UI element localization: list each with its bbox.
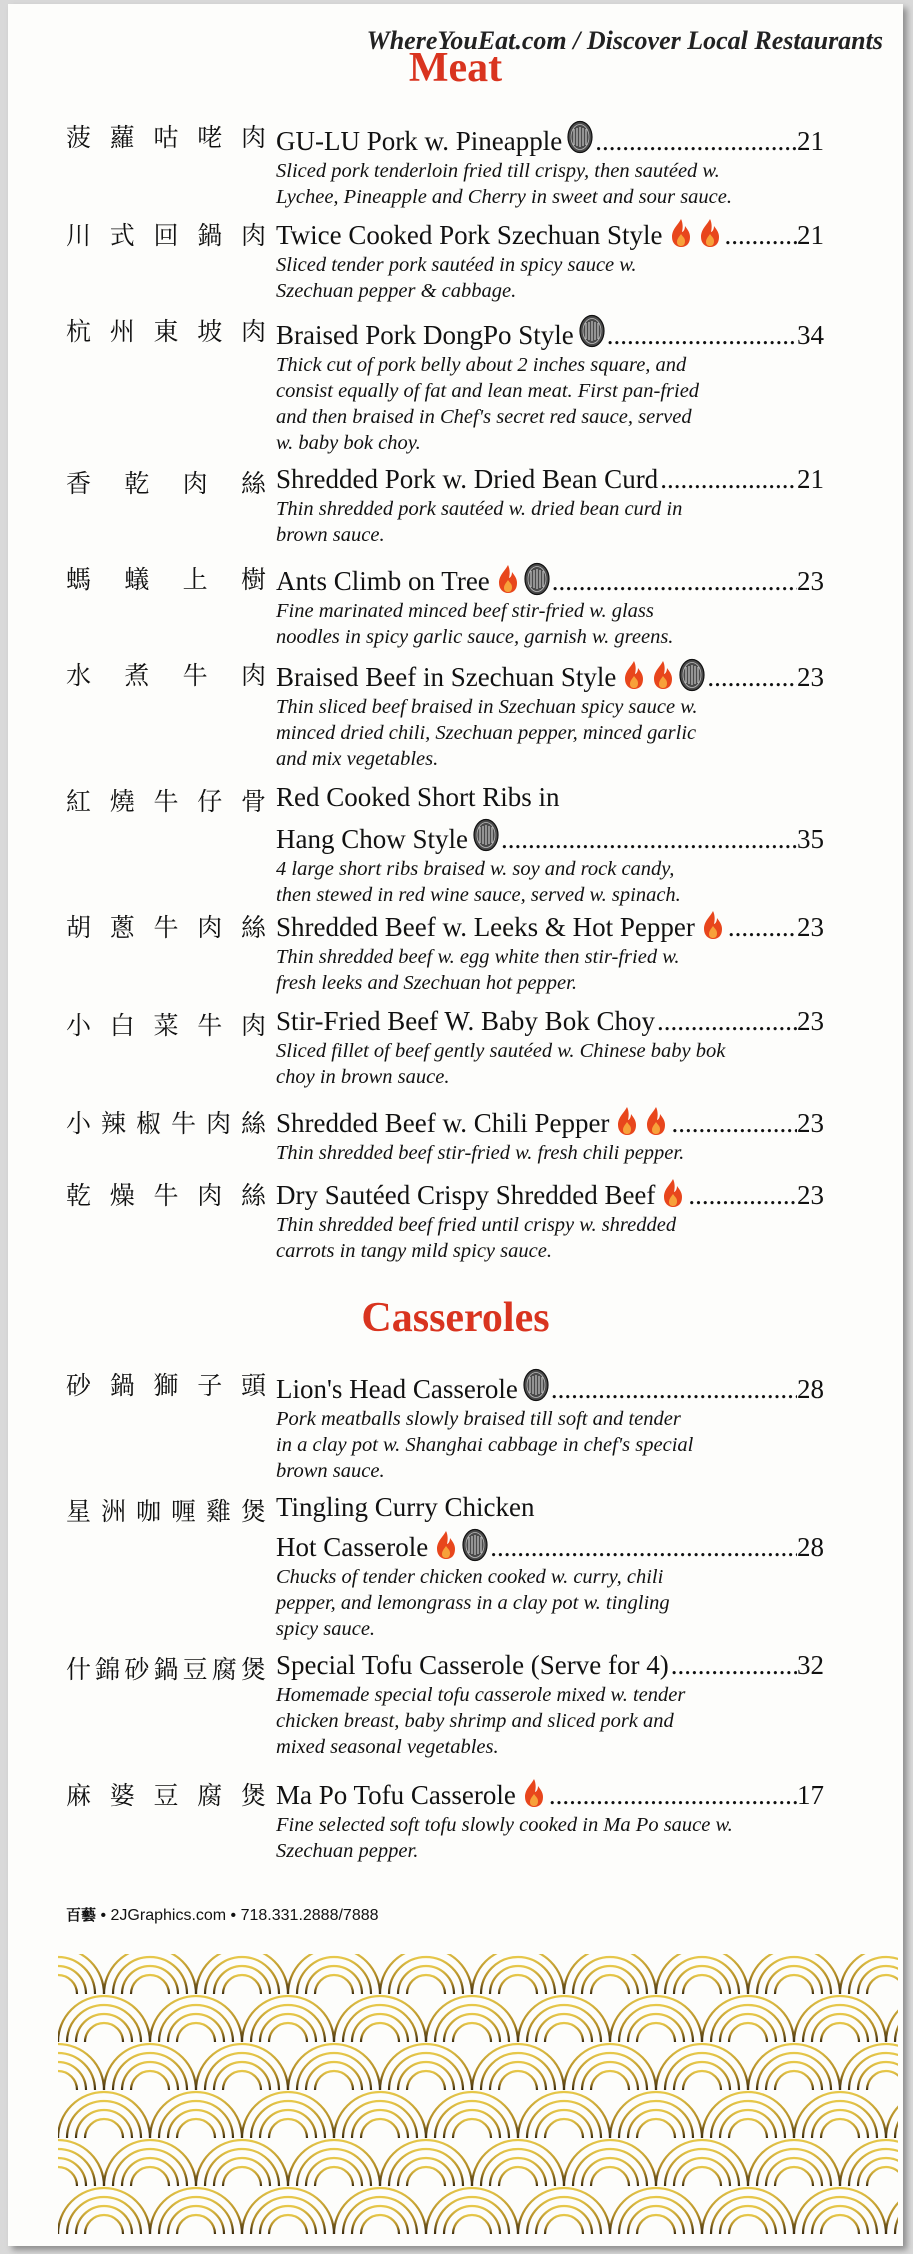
description-line: then stewed in red wine sauce, served w. spinach. — [276, 884, 681, 906]
dish-price: 21 — [797, 464, 824, 494]
description-line: mixed seasonal vegetables. — [276, 1736, 499, 1758]
description-line: Homemade special tofu casserole mixed w. tender — [276, 1684, 686, 1706]
chili-icon — [521, 1778, 547, 1808]
wave-arc — [380, 2044, 472, 2090]
description-line: Pork meatballs slowly braised till soft and tender — [276, 1408, 681, 1430]
dish-price: 35 — [797, 824, 824, 854]
chili-icon — [643, 1106, 669, 1136]
wave-arc — [104, 2044, 196, 2090]
wave-arc — [242, 1996, 334, 2042]
leader-dots — [657, 1004, 797, 1038]
wave-arc — [85, 2215, 123, 2234]
description-line: noodles in spicy garlic sauce, garnish w. greens. — [276, 626, 674, 648]
wave-arc — [288, 2140, 380, 2186]
wave-arc — [702, 1996, 794, 2042]
chinese-name: 小白菜牛肉 — [66, 1011, 266, 1040]
chili-icon — [621, 660, 647, 690]
english-block — [276, 1774, 824, 1864]
dish-icons — [668, 218, 723, 248]
dish-price: 23 — [797, 1108, 824, 1138]
english-block — [276, 558, 824, 650]
wave-arc — [499, 1975, 537, 1994]
wave-arc — [545, 2023, 583, 2042]
english-block — [276, 462, 824, 548]
dish-name: Shredded Beef w. Leeks & Hot Pepper — [276, 912, 695, 942]
english-block — [276, 1364, 824, 1484]
description-line: Thin shredded pork sautéed w. dried bean curd in — [276, 498, 683, 520]
english-block — [276, 116, 824, 210]
dish-name: Special Tofu Casserole (Serve for 4) — [276, 1650, 669, 1680]
wave-arc — [85, 2119, 123, 2138]
description-line: Fine selected soft tofu slowly cooked in Ma Po sauce w. — [276, 1814, 733, 1836]
dish-icons — [660, 1178, 686, 1208]
description-line: Sliced fillet of beef gently sautéed w. Chinese baby bok — [276, 1040, 726, 1062]
wave-arc — [637, 2119, 675, 2138]
wave-arc — [104, 2140, 196, 2186]
dish-price: 28 — [797, 1374, 824, 1404]
wave-arc — [58, 2071, 77, 2090]
wave-arc — [702, 2092, 794, 2138]
section-title-casseroles: Casseroles — [361, 1295, 550, 1341]
wave-arc — [518, 2188, 610, 2234]
wave-arc — [729, 2119, 767, 2138]
wave-arc — [58, 1996, 150, 2042]
dish-description — [276, 694, 824, 772]
dish-name: GU-LU Pork w. Pineapple — [276, 126, 563, 156]
wave-arc — [426, 1996, 518, 2042]
dish-description — [276, 1406, 824, 1484]
description-line: Fine marinated minced beef stir-fried w. glass — [276, 600, 654, 622]
wave-arc — [334, 2188, 426, 2234]
english-block — [276, 1102, 824, 1166]
dish-description — [276, 856, 824, 908]
description-line: Thin shredded beef stir-fried w. fresh chili pepper. — [276, 1142, 685, 1164]
wave-arc — [334, 1996, 426, 2042]
dish-icons — [473, 818, 499, 852]
wave-arc — [683, 2167, 721, 2186]
dish-price: 17 — [797, 1780, 824, 1810]
wave-arc — [426, 2188, 518, 2234]
wave-arc — [591, 2071, 629, 2090]
description-line: Szechuan pepper & cabbage. — [276, 280, 517, 302]
dish-description — [276, 1212, 824, 1264]
wave-arc — [545, 2215, 583, 2234]
wave-arc — [453, 2119, 491, 2138]
wave-arc — [610, 2092, 702, 2138]
description-line: Sliced pork tenderloin fried till crispy, then sautéed w. — [276, 160, 720, 182]
wave-arc — [453, 2023, 491, 2042]
wave-arc — [794, 2092, 886, 2138]
wave-arc — [131, 2167, 169, 2186]
chili-icon — [697, 218, 723, 248]
wave-arc — [821, 2215, 859, 2234]
dish-name: Shredded Beef w. Chili Pepper — [276, 1108, 610, 1138]
description-line: minced dried chili, Szechuan pepper, minced garlic — [276, 722, 697, 744]
wave-arc — [380, 2140, 472, 2186]
description-line: fresh leeks and Szechuan hot pepper. — [276, 972, 577, 994]
dish-price: 21 — [797, 220, 824, 250]
dish-price: 23 — [797, 1006, 824, 1036]
wave-arc — [177, 2023, 215, 2042]
english-block — [276, 310, 824, 456]
wave-arc — [858, 1966, 898, 1994]
wave-arc — [702, 2188, 794, 2234]
dish-name: Tingling Curry Chicken — [276, 1492, 535, 1522]
wave-arc — [683, 1975, 721, 1994]
dish-price: 23 — [797, 662, 824, 692]
wave-arc — [729, 2215, 767, 2234]
wave-arc — [564, 2140, 656, 2186]
wave-arc — [499, 2071, 537, 2090]
dish-icons — [621, 658, 705, 692]
chinese-name: 香乾肉絲 — [66, 469, 266, 498]
description-line: Szechuan pepper. — [276, 1840, 419, 1862]
wave-arc — [269, 2215, 307, 2234]
pork-icon — [473, 818, 499, 852]
chili-icon — [495, 564, 521, 594]
leader-dots — [552, 564, 797, 598]
wave-arc — [177, 2119, 215, 2138]
wave-arc — [858, 2062, 898, 2090]
dish-description — [276, 252, 824, 304]
chinese-name: 杭州東坡肉 — [66, 317, 266, 346]
dish-name: Shredded Pork w. Dried Bean Curd — [276, 464, 659, 494]
wave-arc — [150, 2188, 242, 2234]
pork-icon — [567, 120, 593, 154]
dish-price: 21 — [797, 126, 824, 156]
wave-arc — [315, 2071, 353, 2090]
description-line: brown sauce. — [276, 1460, 385, 1482]
description-line: w. baby bok choy. — [276, 432, 421, 454]
dish-name: Dry Sautéed Crispy Shredded Beef — [276, 1180, 656, 1210]
wave-arc — [315, 2167, 353, 2186]
dish-description — [276, 1140, 824, 1166]
chili-icon — [668, 218, 694, 248]
pork-icon — [524, 562, 550, 596]
wave-arc — [58, 2044, 104, 2090]
dish-description — [276, 944, 824, 996]
description-line: Thick cut of pork belly about 2 inches square, and — [276, 354, 687, 376]
dish-name: Braised Pork DongPo Style — [276, 320, 574, 350]
chinese-name: 小辣椒牛肉絲 — [66, 1109, 266, 1138]
chili-icon — [660, 1178, 686, 1208]
chili-icon — [650, 660, 676, 690]
wave-arc — [610, 1996, 702, 2042]
dish-name: Stir-Fried Beef W. Baby Bok Choy — [276, 1006, 655, 1036]
description-line: Lychee, Pineapple and Cherry in sweet and sour sauce. — [276, 186, 732, 208]
leader-dots — [551, 1372, 797, 1406]
wave-arc — [150, 2092, 242, 2138]
footer — [66, 1904, 379, 1925]
wave-arc — [223, 1975, 261, 1994]
wave-arc — [775, 2167, 813, 2186]
dish-description — [276, 1682, 824, 1760]
footer-text: • 2JGraphics.com • 718.331.2888/7888 — [100, 1907, 379, 1924]
wave-arc — [58, 2092, 150, 2138]
chinese-name: 螞蟻上樹 — [66, 565, 266, 594]
description-line: carrots in tangy mild spicy sauce. — [276, 1240, 552, 1262]
wave-arc — [748, 2140, 840, 2186]
description-line: Thin shredded beef fried until crispy w. shredded — [276, 1214, 677, 1236]
wave-arc — [794, 2188, 886, 2234]
wave-arc — [637, 2023, 675, 2042]
wave-arc — [821, 2023, 859, 2042]
leader-dots — [549, 1778, 797, 1812]
english-block — [276, 1174, 824, 1264]
wave-arc — [150, 1996, 242, 2042]
chinese-name: 什錦砂鍋豆腐煲 — [66, 1655, 266, 1684]
dish-description — [276, 158, 824, 210]
wave-arc — [426, 2092, 518, 2138]
description-line: in a clay pot w. Shanghai cabbage in chef's special — [276, 1434, 694, 1456]
wave-arc — [729, 2023, 767, 2042]
wave-arc — [545, 2119, 583, 2138]
pork-icon — [679, 658, 705, 692]
description-line: Chucks of tender chicken cooked w. curry, chili — [276, 1566, 664, 1588]
dish-icons — [433, 1528, 488, 1562]
wave-arc — [288, 2044, 380, 2090]
dish-name-line2: Hang Chow Style — [276, 824, 468, 854]
wave-arc — [196, 2140, 288, 2186]
dish-name: Lion's Head Casserole — [276, 1374, 518, 1404]
pork-icon — [462, 1528, 488, 1562]
wave-arc — [58, 2167, 77, 2186]
wave-arc — [472, 2140, 564, 2186]
dish-name: Braised Beef in Szechuan Style — [276, 662, 617, 692]
description-line: Sliced tender pork sautéed in spicy sauce w. — [276, 254, 637, 276]
wave-arc — [637, 2215, 675, 2234]
wave-arc — [775, 1975, 813, 1994]
pork-icon — [579, 314, 605, 348]
dish-name: Twice Cooked Pork Szechuan Style — [276, 220, 663, 250]
description-line: consist equally of fat and lean meat. First pan-fried — [276, 380, 700, 402]
wave-arc — [683, 2071, 721, 2090]
wave-arc — [242, 2092, 334, 2138]
wave-arc — [591, 2167, 629, 2186]
description-line: and mix vegetables. — [276, 748, 439, 770]
dish-name: Ma Po Tofu Casserole — [276, 1780, 516, 1810]
dish-price: 28 — [797, 1532, 824, 1562]
leader-dots — [671, 1106, 797, 1140]
wave-arc — [85, 2023, 123, 2042]
wave-arc — [58, 1975, 77, 1994]
wave-arc — [196, 2044, 288, 2090]
wave-arc — [407, 1975, 445, 1994]
dish-name: Red Cooked Short Ribs in — [276, 782, 560, 812]
leader-dots — [595, 124, 797, 158]
description-line: Thin shredded beef w. egg white then stir-fried w. — [276, 946, 680, 968]
dish-description — [276, 1812, 824, 1864]
leader-dots — [725, 218, 797, 252]
wave-arc — [269, 2119, 307, 2138]
leader-dots — [607, 318, 797, 352]
dish-icons — [700, 910, 726, 940]
chinese-name: 胡蔥牛肉絲 — [66, 913, 266, 942]
wave-arc — [407, 2167, 445, 2186]
chinese-name: 川式回鍋肉 — [66, 221, 266, 250]
wave-arc — [656, 2044, 748, 2090]
wave-arc — [269, 2023, 307, 2042]
description-line: choy in brown sauce. — [276, 1066, 450, 1088]
description-line: brown sauce. — [276, 524, 385, 546]
chinese-name: 砂鍋獅子頭 — [66, 1371, 266, 1400]
leader-dots — [490, 1530, 797, 1564]
english-block — [276, 906, 824, 996]
description-line: and then braised in Chef's secret red sauce, served — [276, 406, 692, 428]
wave-arc — [58, 1954, 104, 1994]
menu-page — [8, 4, 903, 2246]
dish-description — [276, 496, 824, 548]
dish-icons — [521, 1778, 547, 1808]
description-line: Thin sliced beef braised in Szechuan spicy sauce w. — [276, 696, 698, 718]
leader-dots — [688, 1178, 797, 1212]
dish-name-line2: Hot Casserole — [276, 1532, 429, 1562]
chinese-name: 紅燒牛仔骨 — [66, 787, 266, 816]
wave-arc — [58, 2140, 104, 2186]
wave-arc — [518, 2092, 610, 2138]
leader-dots — [671, 1648, 797, 1682]
wave-arc — [591, 1975, 629, 1994]
dish-description — [276, 598, 824, 650]
wave-arc — [334, 2092, 426, 2138]
wave-arc — [58, 2188, 150, 2234]
english-block — [276, 1490, 824, 1642]
wave-arc — [472, 2044, 564, 2090]
wave-arc — [518, 1996, 610, 2042]
leader-dots — [501, 822, 797, 856]
dish-icons — [495, 562, 550, 596]
dish-description — [276, 352, 824, 456]
watermark: WhereYouEat.com / Discover Local Restaurants — [366, 26, 883, 55]
wave-arc — [242, 2188, 334, 2234]
wave-arc — [867, 2071, 898, 2090]
dish-price: 32 — [797, 1650, 824, 1680]
wave-arc — [223, 2071, 261, 2090]
wave-arc — [794, 1996, 886, 2042]
chinese-name: 星洲咖喱雞煲 — [66, 1497, 266, 1526]
footer-brand: 百藝 — [66, 1906, 97, 1924]
wave-arc — [858, 2158, 898, 2186]
wave-arc — [131, 1975, 169, 1994]
wave-arc — [361, 2215, 399, 2234]
english-block — [276, 780, 824, 908]
chili-icon — [700, 910, 726, 940]
english-block — [276, 214, 824, 304]
wave-arc — [610, 2188, 702, 2234]
wave-arc — [564, 2044, 656, 2090]
english-block — [276, 654, 824, 772]
dish-icons — [614, 1106, 669, 1136]
wave-arc — [407, 2071, 445, 2090]
dish-name: Ants Climb on Tree — [276, 566, 490, 596]
chinese-name: 麻婆豆腐煲 — [66, 1781, 266, 1810]
wave-arc — [361, 2023, 399, 2042]
dish-price: 23 — [797, 1180, 824, 1210]
description-line: pepper, and lemongrass in a clay pot w. tingling — [276, 1592, 670, 1614]
dish-icons — [523, 1368, 549, 1402]
wave-arc — [223, 2167, 261, 2186]
leader-dots — [660, 462, 797, 496]
wave-arc — [361, 2119, 399, 2138]
dish-description — [276, 1564, 824, 1642]
leader-dots — [728, 910, 797, 944]
description-line: 4 large short ribs braised w. soy and rock candy, — [276, 858, 675, 880]
wave-arc — [499, 2167, 537, 2186]
section-title-meat: Meat — [408, 45, 503, 91]
wave-arc — [131, 2071, 169, 2090]
dish-icons — [579, 314, 605, 348]
chili-icon — [433, 1530, 459, 1560]
english-block — [276, 1004, 824, 1090]
wave-arc — [748, 2044, 840, 2090]
wave-arc — [453, 2215, 491, 2234]
dish-price: 23 — [797, 912, 824, 942]
chinese-name: 菠蘿咕咾肉 — [66, 123, 266, 152]
dish-price: 23 — [797, 566, 824, 596]
pork-icon — [523, 1368, 549, 1402]
wave-arc — [867, 2167, 898, 2186]
dish-description — [276, 1038, 824, 1090]
wave-arc — [656, 2140, 748, 2186]
wave-arc — [867, 1975, 898, 1994]
chinese-name: 乾燥牛肉絲 — [66, 1181, 266, 1210]
wave-pattern — [58, 1954, 898, 2244]
leader-dots — [707, 660, 797, 694]
description-line: chicken breast, baby shrimp and sliced pork and — [276, 1710, 674, 1732]
wave-arc — [821, 2119, 859, 2138]
dish-price: 34 — [797, 320, 824, 350]
chili-icon — [614, 1106, 640, 1136]
wave-arc — [315, 1975, 353, 1994]
chinese-name: 水煮牛肉 — [66, 661, 266, 690]
wave-arc — [775, 2071, 813, 2090]
english-block — [276, 1648, 824, 1760]
dish-icons — [567, 120, 593, 154]
description-line: spicy sauce. — [276, 1618, 376, 1640]
wave-arc — [177, 2215, 215, 2234]
